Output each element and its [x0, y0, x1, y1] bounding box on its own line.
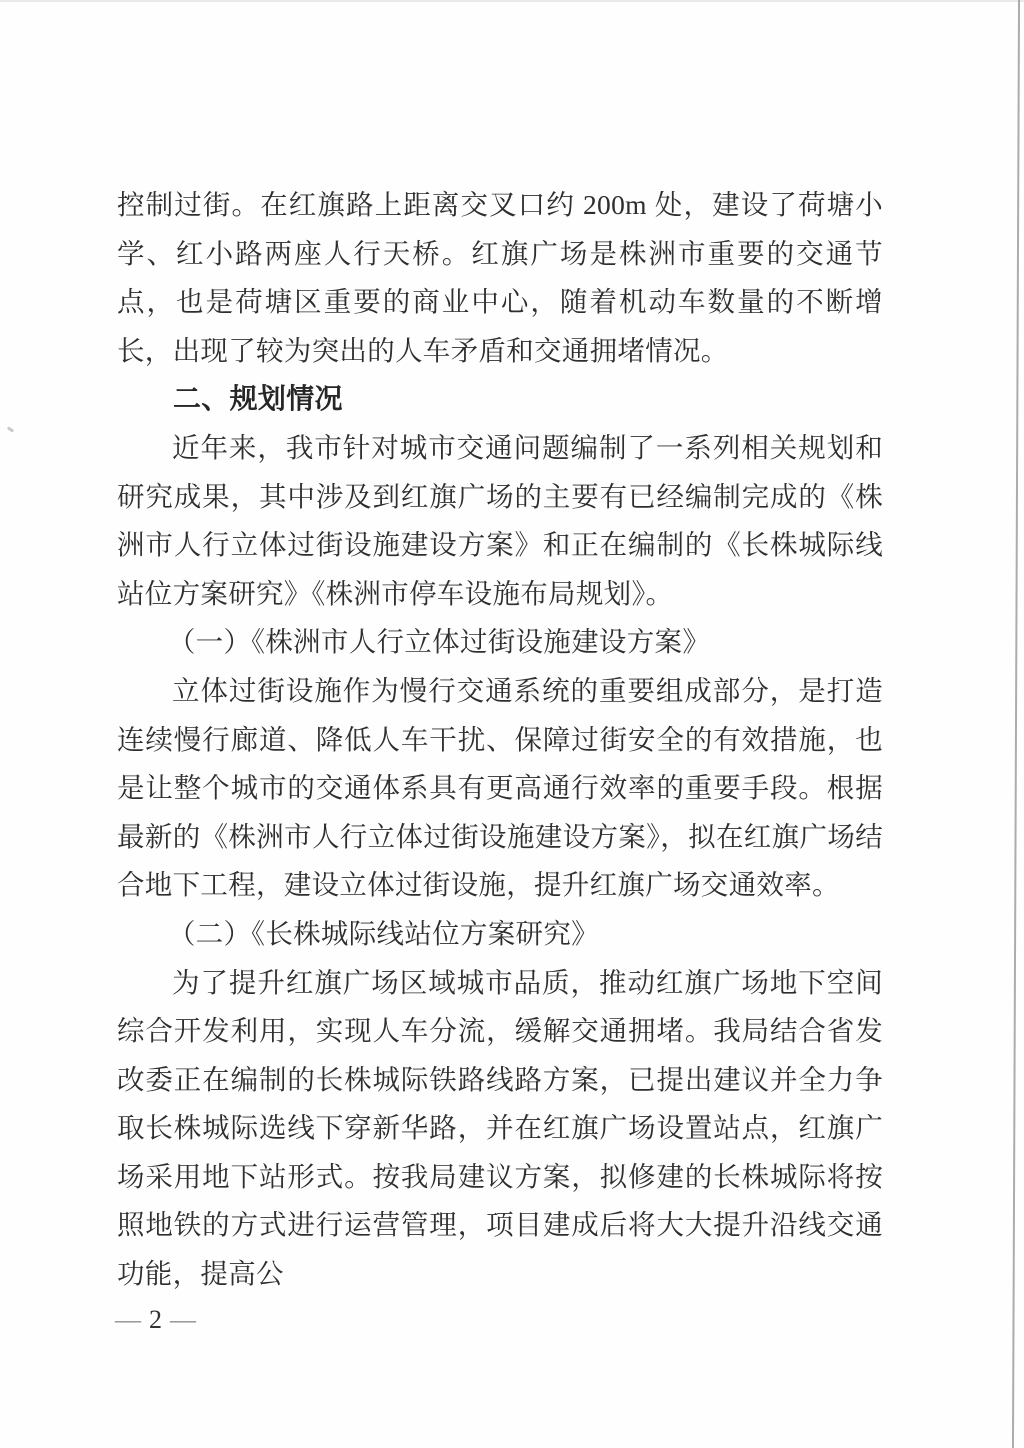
scan-edge-right-artifact — [1012, 0, 1020, 1448]
document-body — [117, 181, 883, 1299]
page-footer — [109, 1303, 204, 1337]
paragraph-intercity-rail-study: 为了提升红旗广场区域城市品质，推动红旗广场地下空间综合开发利用，实现人车分流，缓解交通拥堵。我局结合省发改委正在编制的长株城际铁路线路方案，已提出建议并全力争取长株城际选线下穿新华路，并在红旗广场设置站点，红旗广场采用地下站形式。按我局建议方案，拟修建的长株城际将按照地铁的方式进行运营管理，项目建成后将大大提升沿线交通功能，提高公 — [117, 966, 883, 1290]
sub-heading-intercity-rail-study: （二）《长株城际线站位方案研究》 — [167, 917, 599, 949]
footer-left-dash: — — [115, 1305, 143, 1334]
paragraph-continuation: 控制过街。在红旗路上距离交叉口约 200m 处，建设了荷塘小学、红小路两座人行天桥。红旗广场是株洲市重要的交通节点，也是荷塘区重要的商业中心，随着机动车数量的不断增长，出现了较为突出的人车矛盾和交通拥堵情况。 — [117, 189, 883, 366]
scan-speckle-artifact — [7, 426, 14, 432]
paragraph-pedestrian-plan: 立体过街设施作为慢行交通系统的重要组成部分，是打造连续慢行廊道、降低人车干扰、保障过街安全的有效措施，也是让整个城市的交通体系具有更高通行效率的重要手段。根据最新的《株洲市人行立体过街设施建设方案》，拟在红旗广场结合地下工程，建设立体过街设施，提升红旗广场交通效率。 — [117, 674, 883, 901]
sub-heading-pedestrian-plan: （一）《株洲市人行立体过街设施建设方案》 — [167, 626, 711, 658]
section-heading-planning: 二、规划情况 — [173, 383, 343, 415]
footer-right-dash: — — [170, 1305, 198, 1334]
scan-edge-top-artifact — [0, 0, 1024, 2]
page-number: 2 — [149, 1305, 164, 1334]
paragraph-planning-overview: 近年来，我市针对城市交通问题编制了一系列相关规划和研究成果，其中涉及到红旗广场的主要有已经编制完成的《株洲市人行立体过街设施建设方案》和正在编制的《长株城际线站位方案研究》《株洲市停车设施布局规划》。 — [117, 431, 883, 609]
